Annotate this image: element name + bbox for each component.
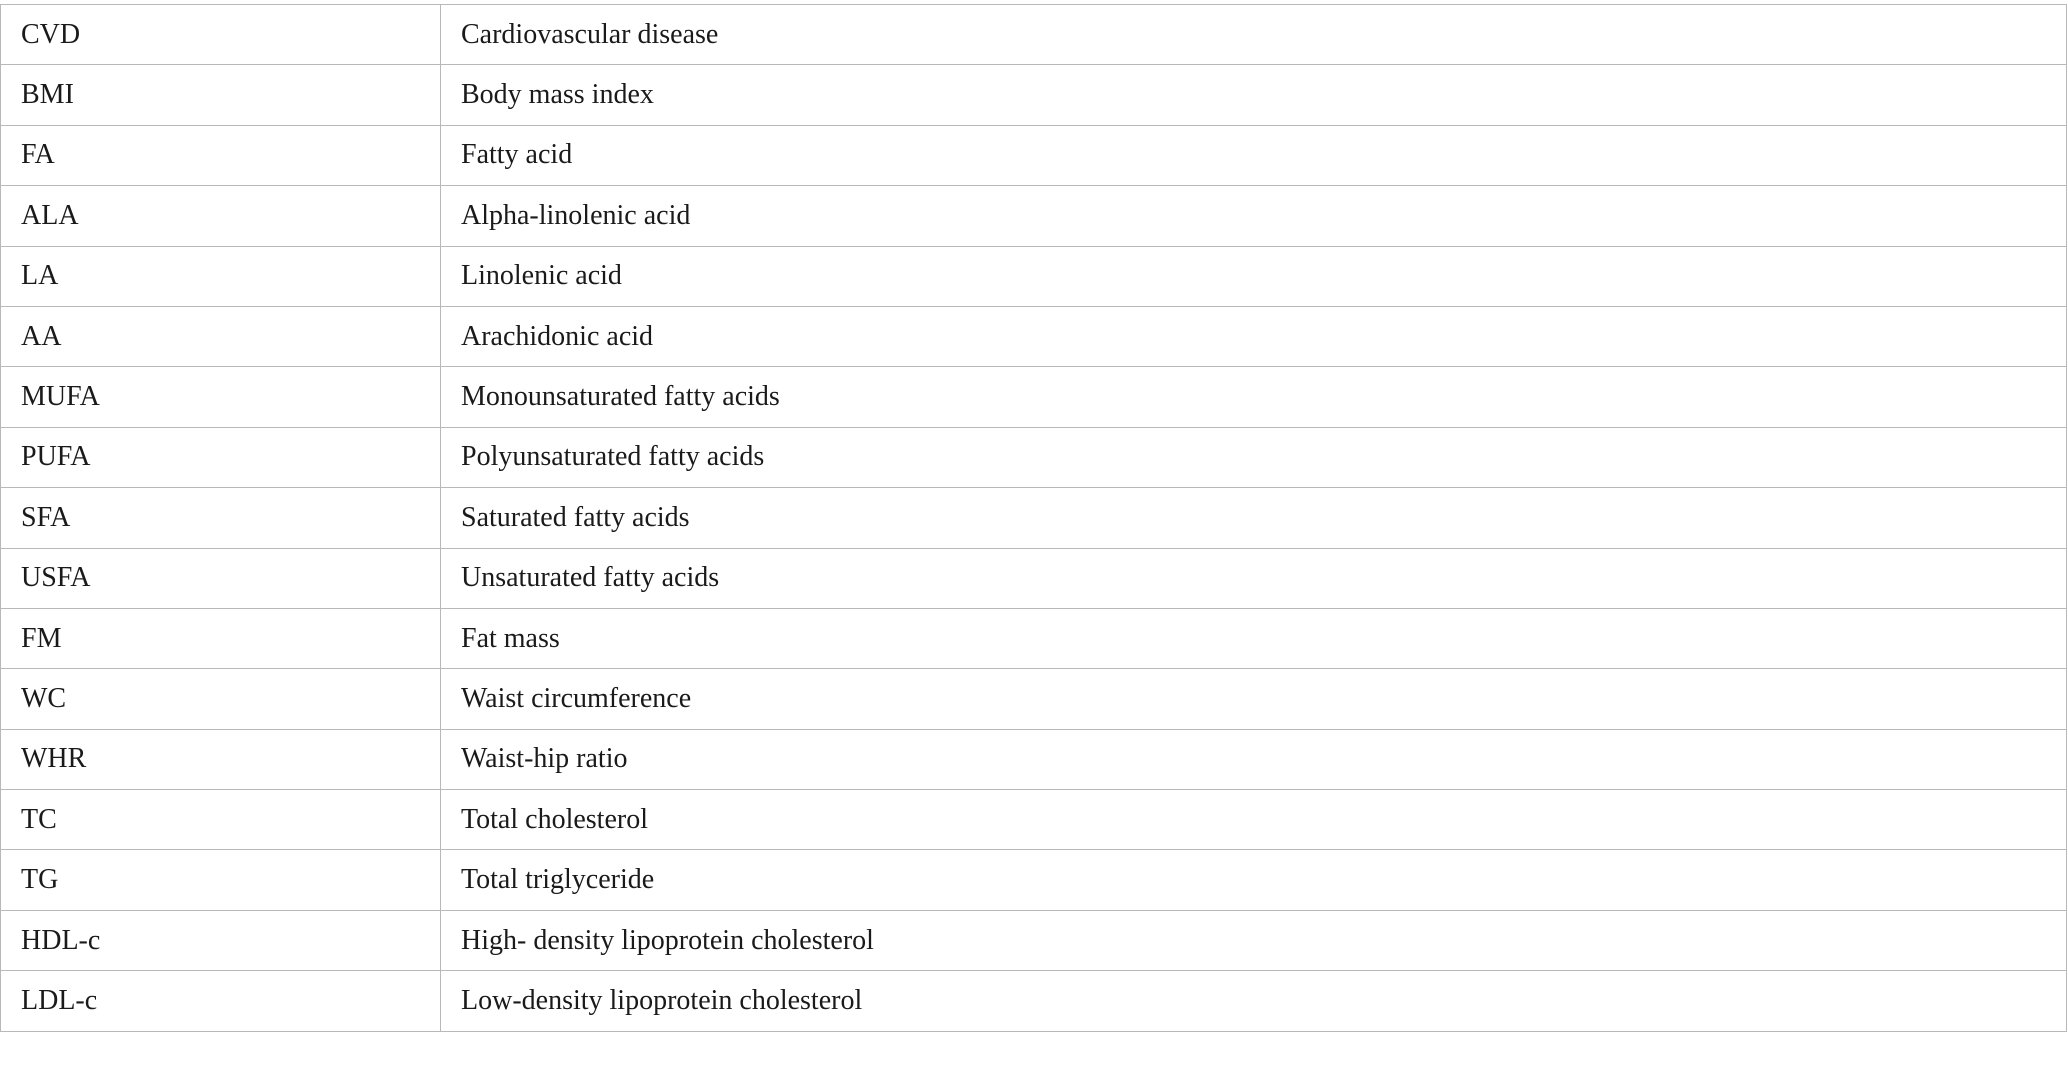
abbreviation-cell: TC bbox=[1, 790, 441, 850]
abbreviation-cell: USFA bbox=[1, 548, 441, 608]
definition-cell: Low-density lipoprotein cholesterol bbox=[441, 971, 2067, 1031]
table-row bbox=[1, 608, 2067, 668]
table-row bbox=[1, 306, 2067, 366]
abbreviation-cell: SFA bbox=[1, 488, 441, 548]
definition-cell: Alpha-linolenic acid bbox=[441, 186, 2067, 246]
abbreviation-cell: BMI bbox=[1, 65, 441, 125]
table-row bbox=[1, 729, 2067, 789]
table-row bbox=[1, 5, 2067, 65]
abbreviation-cell: FA bbox=[1, 125, 441, 185]
definition-cell: Monounsaturated fatty acids bbox=[441, 367, 2067, 427]
table-row bbox=[1, 971, 2067, 1031]
definition-cell: Total triglyceride bbox=[441, 850, 2067, 910]
table-row bbox=[1, 427, 2067, 487]
abbreviation-cell: CVD bbox=[1, 5, 441, 65]
definition-cell: Waist circumference bbox=[441, 669, 2067, 729]
table-row bbox=[1, 488, 2067, 548]
definition-cell: Body mass index bbox=[441, 65, 2067, 125]
definition-cell: Arachidonic acid bbox=[441, 306, 2067, 366]
table-row bbox=[1, 186, 2067, 246]
abbreviations-table-body bbox=[1, 5, 2067, 1032]
abbreviation-cell: WHR bbox=[1, 729, 441, 789]
abbreviation-cell: AA bbox=[1, 306, 441, 366]
definition-cell: Linolenic acid bbox=[441, 246, 2067, 306]
abbreviation-cell: ALA bbox=[1, 186, 441, 246]
table-row bbox=[1, 910, 2067, 970]
abbreviation-cell: WC bbox=[1, 669, 441, 729]
table-row bbox=[1, 125, 2067, 185]
definition-cell: Unsaturated fatty acids bbox=[441, 548, 2067, 608]
abbreviation-cell: HDL-c bbox=[1, 910, 441, 970]
table-row bbox=[1, 548, 2067, 608]
table-row bbox=[1, 669, 2067, 729]
table-row bbox=[1, 246, 2067, 306]
abbreviation-cell: LDL-c bbox=[1, 971, 441, 1031]
abbreviation-cell: TG bbox=[1, 850, 441, 910]
definition-cell: Fatty acid bbox=[441, 125, 2067, 185]
definition-cell: Cardiovascular disease bbox=[441, 5, 2067, 65]
abbreviations-table bbox=[0, 4, 2067, 1032]
definition-cell: Fat mass bbox=[441, 608, 2067, 668]
abbreviation-cell: MUFA bbox=[1, 367, 441, 427]
abbreviation-cell: PUFA bbox=[1, 427, 441, 487]
definition-cell: High- density lipoprotein cholesterol bbox=[441, 910, 2067, 970]
table-row bbox=[1, 790, 2067, 850]
definition-cell: Saturated fatty acids bbox=[441, 488, 2067, 548]
table-row bbox=[1, 367, 2067, 427]
definition-cell: Waist-hip ratio bbox=[441, 729, 2067, 789]
definition-cell: Total cholesterol bbox=[441, 790, 2067, 850]
abbreviation-cell: LA bbox=[1, 246, 441, 306]
table-row bbox=[1, 850, 2067, 910]
abbreviation-cell: FM bbox=[1, 608, 441, 668]
definition-cell: Polyunsaturated fatty acids bbox=[441, 427, 2067, 487]
table-row bbox=[1, 65, 2067, 125]
